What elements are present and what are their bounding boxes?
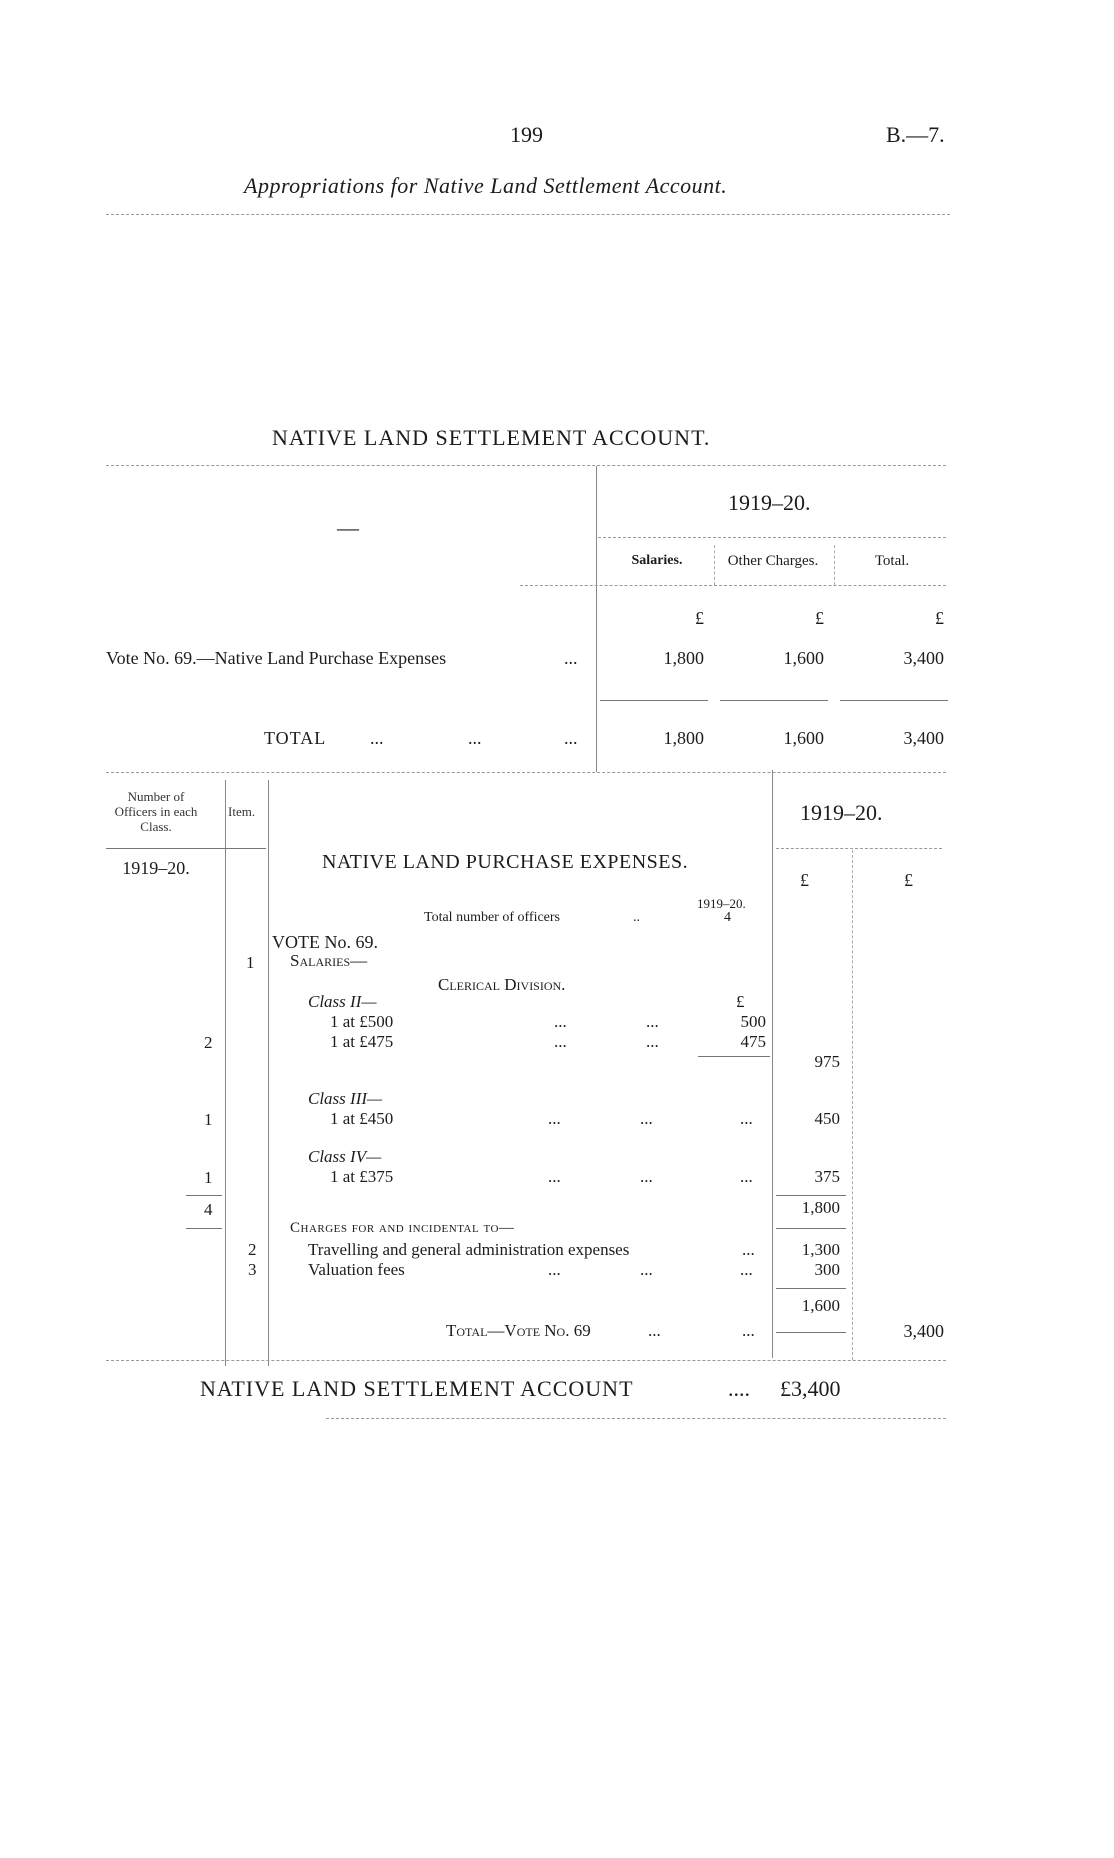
officers-bottom-rule (186, 1228, 222, 1229)
salaries-item-number: 1 (246, 953, 255, 972)
class4-row-dots-3: ... (740, 1167, 753, 1186)
travel-label: Travelling and general administration expenses (308, 1240, 630, 1259)
officers-sum-rule (186, 1195, 222, 1196)
class3-row-dots-3: ... (740, 1109, 753, 1128)
detail-title: NATIVE LAND PURCHASE EXPENSES. (322, 851, 689, 873)
charges-sum-rule (776, 1288, 846, 1289)
col-item-header: Item. (228, 804, 256, 819)
summary-row-other: 1,600 (783, 648, 824, 668)
summary-total-dots-2: ... (468, 728, 482, 748)
summary-currency-total: £ (935, 608, 944, 628)
class4-heading: Class IV— (308, 1147, 382, 1166)
class2-row2-dots-1: ... (554, 1032, 567, 1051)
class2-row2-label: 1 at £475 (330, 1032, 394, 1051)
class2-row1-label: 1 at £500 (330, 1012, 394, 1031)
col-officers-header-line-2: Officers in each (114, 804, 198, 819)
summary-row-total: 3,400 (903, 648, 944, 668)
summary-title: NATIVE LAND SETTLEMENT ACCOUNT. (272, 425, 711, 450)
travel-dots: ... (742, 1240, 755, 1259)
summary-currency-salaries: £ (695, 608, 704, 628)
summary-total-other: 1,600 (783, 728, 824, 748)
valuation-amount: 300 (814, 1260, 840, 1279)
vote-total-amount: 3,400 (903, 1321, 944, 1341)
vote-total-label: Total—Vote No. 69 (446, 1321, 591, 1340)
summary-bottom-rule (106, 772, 946, 773)
summary-currency-other: £ (815, 608, 824, 628)
total-officers-value: 4 (724, 910, 731, 925)
summary-total-dots-1: ... (370, 728, 384, 748)
class2-officers: 2 (204, 1033, 213, 1052)
col-total-header: Total. (874, 553, 910, 569)
class2-row2-amount: 475 (740, 1032, 766, 1051)
division-heading: Clerical Division. (438, 975, 566, 994)
item-text-divider (268, 780, 269, 1366)
summary-row-salaries: 1,800 (663, 648, 704, 668)
officers-year: 1919–20. (122, 858, 190, 878)
class2-row1-dots-1: ... (554, 1012, 567, 1031)
class4-amount: 375 (814, 1167, 840, 1186)
summary-header-rule (520, 585, 946, 586)
vote-total-dots-2: ... (742, 1321, 755, 1340)
class2-subtotal: 975 (814, 1052, 840, 1071)
travel-item-number: 2 (248, 1240, 257, 1259)
summary-label-dash: — (337, 515, 359, 540)
class2-row1-dots-2: ... (646, 1012, 659, 1031)
grand-total-amount: £3,400 (780, 1376, 841, 1401)
summary-total-label: TOTAL (264, 728, 327, 748)
class2-heading: Class II— (308, 992, 377, 1011)
officers-total: 4 (204, 1200, 213, 1219)
detail-currency-1: £ (800, 870, 809, 890)
summary-total-total: 3,400 (903, 728, 944, 748)
grand-total-rule (326, 1418, 946, 1419)
salaries-total: 1,800 (801, 1198, 840, 1217)
summary-col-line-2 (834, 545, 835, 585)
travel-amount: 1,300 (801, 1240, 840, 1259)
class4-officers: 1 (204, 1168, 213, 1187)
officers-item-divider (225, 780, 226, 1366)
inner-year: 1919–20. (697, 896, 746, 911)
summary-row-label: Vote No. 69.—Native Land Purchase Expenses (106, 648, 447, 668)
charges-bottom-rule (776, 1332, 846, 1333)
col-salaries-header: Salaries. (631, 553, 683, 568)
valuation-label: Valuation fees (308, 1260, 405, 1279)
amount-divider (772, 770, 773, 1358)
col-officers-header (104, 789, 208, 834)
valuation-item-number: 3 (248, 1260, 257, 1279)
class4-row-dots-1: ... (548, 1167, 561, 1186)
class2-row1-amount: 500 (740, 1012, 766, 1031)
total-officers-label: Total number of officers (424, 910, 560, 925)
class3-row-label: 1 at £450 (330, 1109, 394, 1128)
header-rule (106, 214, 950, 215)
col-officers-header-line-3: Class. (140, 819, 172, 834)
class3-row-dots-2: ... (640, 1109, 653, 1128)
class3-row-dots-1: ... (548, 1109, 561, 1128)
valuation-dots-3: ... (740, 1260, 753, 1279)
class4-row-dots-2: ... (640, 1167, 653, 1186)
col-other-charges-header: Other Charges. (727, 553, 819, 569)
summary-row-dots: ... (564, 648, 578, 668)
class3-heading: Class III— (308, 1089, 383, 1108)
summary-year: 1919–20. (728, 490, 811, 515)
grand-total-dots: .... (728, 1376, 750, 1401)
detail-year-rule (776, 848, 942, 849)
charges-total: 1,600 (801, 1296, 840, 1315)
summary-top-rule (106, 465, 946, 466)
amount-col-divider (852, 850, 853, 1360)
valuation-dots-2: ... (640, 1260, 653, 1279)
summary-col-line-1 (714, 545, 715, 585)
class3-amount: 450 (814, 1109, 840, 1128)
summary-year-rule (598, 537, 946, 538)
salaries-sum-rule (776, 1195, 846, 1196)
detail-bottom-rule (106, 1360, 946, 1361)
salaries-bottom-rule (776, 1228, 846, 1229)
summary-divider (596, 466, 597, 772)
total-officers-dots: .. (633, 910, 640, 925)
col-officers-header-line-1: Number of (127, 789, 185, 804)
charges-heading: Charges for and incidental to— (290, 1220, 515, 1236)
class4-row-label: 1 at £375 (330, 1167, 394, 1186)
grand-total-label: NATIVE LAND SETTLEMENT ACCOUNT (200, 1376, 634, 1401)
summary-total-salaries: 1,800 (663, 728, 704, 748)
vote-heading: VOTE No. 69. (272, 932, 378, 952)
class3-officers: 1 (204, 1110, 213, 1129)
page-number: 199 (510, 122, 543, 147)
class2-row2-dots-2: ... (646, 1032, 659, 1051)
officers-header-rule (106, 848, 266, 849)
detail-currency-2: £ (904, 870, 913, 890)
document-reference: B.—7. (886, 122, 945, 147)
summary-total-dots-3: ... (564, 728, 578, 748)
detail-year-right: 1919–20. (800, 800, 883, 825)
summary-sum-rule-2 (720, 700, 828, 701)
class2-currency: £ (736, 992, 745, 1011)
page-subtitle: Appropriations for Native Land Settlement Account. (244, 173, 728, 198)
class2-sum-rule (698, 1056, 770, 1057)
vote-total-dots-1: ... (648, 1321, 661, 1340)
salaries-heading: Salaries— (290, 951, 368, 970)
valuation-dots-1: ... (548, 1260, 561, 1279)
summary-sum-rule-1 (600, 700, 708, 701)
summary-sum-rule-3 (840, 700, 948, 701)
